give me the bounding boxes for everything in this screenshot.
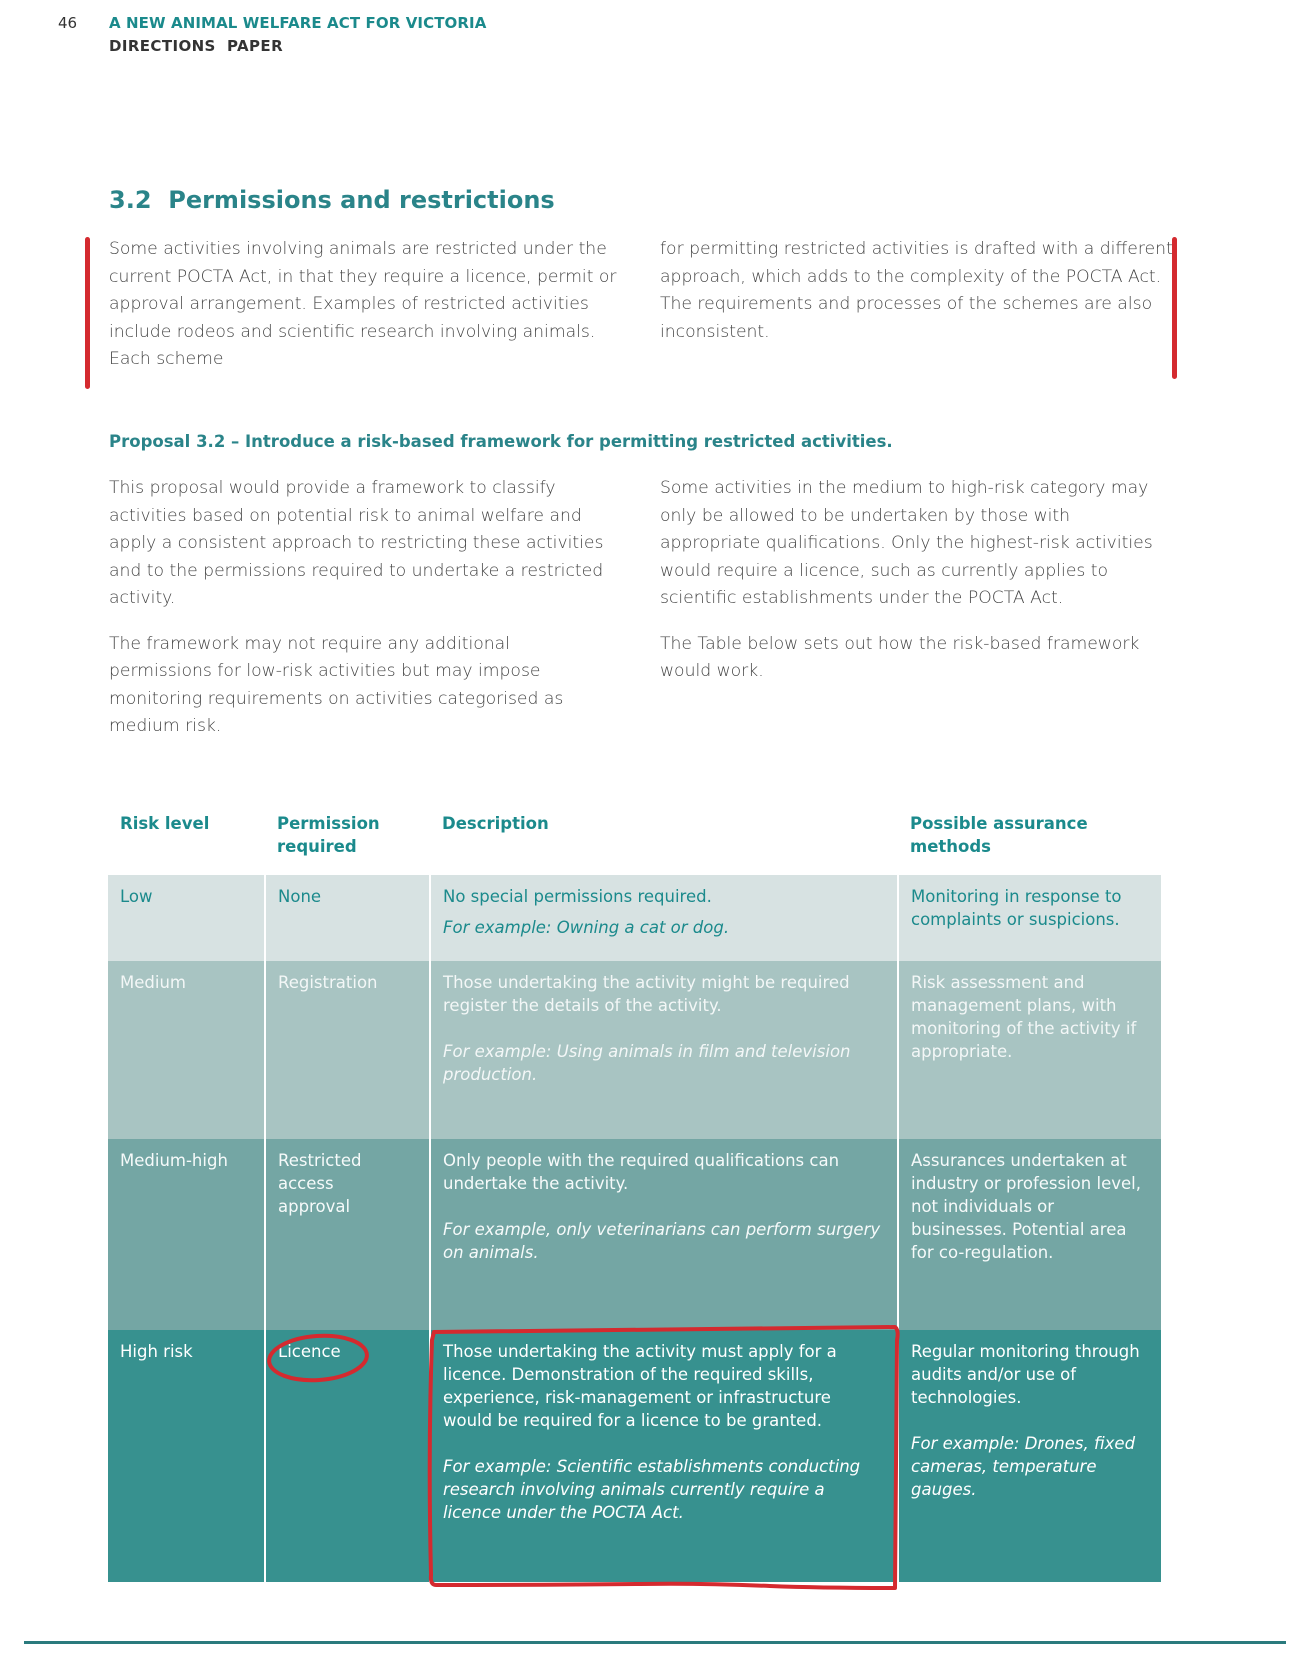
description-text: No special permissions required.: [443, 887, 712, 906]
description-text: Those undertaking the activity might be required register the details of the activity.: [443, 973, 850, 1015]
assurance-text: Regular monitoring through audits and/or use of technologies.: [911, 1342, 1140, 1407]
risk-level-cell: Medium-high: [108, 1139, 265, 1330]
footer-divider: [24, 1641, 1286, 1644]
annotation-circle-licence: [268, 1333, 369, 1384]
document-subtitle: DIRECTIONS PAPER: [109, 37, 284, 55]
header-permission-required: Permission required: [277, 814, 380, 856]
proposal-paragraph: This proposal would provide a framework to classify activities based on potential risk to animal welfare and apply a consistent approach to restricting these activities and to the permissions required to undertake a restricted activity.: [109, 478, 604, 608]
header-description: Description: [442, 814, 549, 833]
permission-cell: None: [265, 875, 430, 961]
permission-cell: Registration: [265, 961, 430, 1139]
risk-level-cell: High risk: [108, 1330, 265, 1582]
permission-cell: Licence: [265, 1330, 430, 1582]
intro-text-left: Some activities involving animals are restricted under the current POCTA Act, in that they require a licence, permit or approval arrangement. Examples of restricted activities include rodeos and scientific research involving animals. Each scheme: [109, 239, 617, 369]
description-text: Only people with the required qualifications can undertake the activity.: [443, 1151, 840, 1193]
intro-text-right: for permitting restricted activities is drafted with a different approach, which adds to the complexity of the POCTA Act. The requirements and processes of the schemes are also inconsistent.: [660, 239, 1173, 342]
assurance-cell: Assurances undertaken at industry or profession level, not individuals or businesses. Potential area for co-regulation.: [898, 1139, 1161, 1330]
proposal-paragraph: Some activities in the medium to high-risk category may only be allowed to be undertaken by those with appropriate qualifications. Only the highest-risk activities would require a licence, such as currently applies to scientific establishments under the POCTA Act.: [660, 478, 1153, 608]
risk-level-cell: Medium: [108, 961, 265, 1139]
description-text: Those undertaking the activity must apply for a licence. Demonstration of the required skills, experience, risk-management or infrastructure would be required for a licence to be granted.: [443, 1342, 837, 1430]
example-text: For example, only veterinarians can perform surgery on animals.: [443, 1220, 881, 1262]
document-title: A NEW ANIMAL WELFARE ACT FOR VICTORIA: [109, 14, 487, 32]
page-number: 46: [58, 14, 78, 32]
proposal-paragraph: The Table below sets out how the risk-based framework would work.: [660, 633, 1140, 681]
example-text: For example: Owning a cat or dog.: [443, 918, 730, 937]
section-title: 3.2 Permissions and restrictions: [109, 186, 555, 214]
example-text: For example: Scientific establishments conducting research involving animals currently require a licence under the POCTA Act.: [443, 1457, 861, 1522]
assurance-cell: Risk assessment and management plans, with monitoring of the activity if appropriate.: [898, 961, 1161, 1139]
proposal-title: Proposal 3.2 – Introduce a risk-based framework for permitting restricted activities.: [109, 432, 893, 451]
assurance-example-text: For example: Drones, fixed cameras, temperature gauges.: [911, 1434, 1136, 1499]
permission-cell: Restricted access approval: [265, 1139, 430, 1330]
header-assurance-methods: Possible assurance methods: [910, 814, 1088, 856]
annotation-box-description: [430, 1327, 898, 1588]
proposal-paragraph: The framework may not require any additional permissions for low-risk activities but may impose monitoring requirements on activities categorised as medium risk.: [109, 633, 564, 736]
example-text: For example: Using animals in film and television production.: [443, 1042, 851, 1084]
header-risk-level: Risk level: [120, 814, 210, 833]
risk-level-cell: Low: [108, 875, 265, 961]
assurance-cell: Monitoring in response to complaints or suspicions.: [898, 875, 1161, 961]
